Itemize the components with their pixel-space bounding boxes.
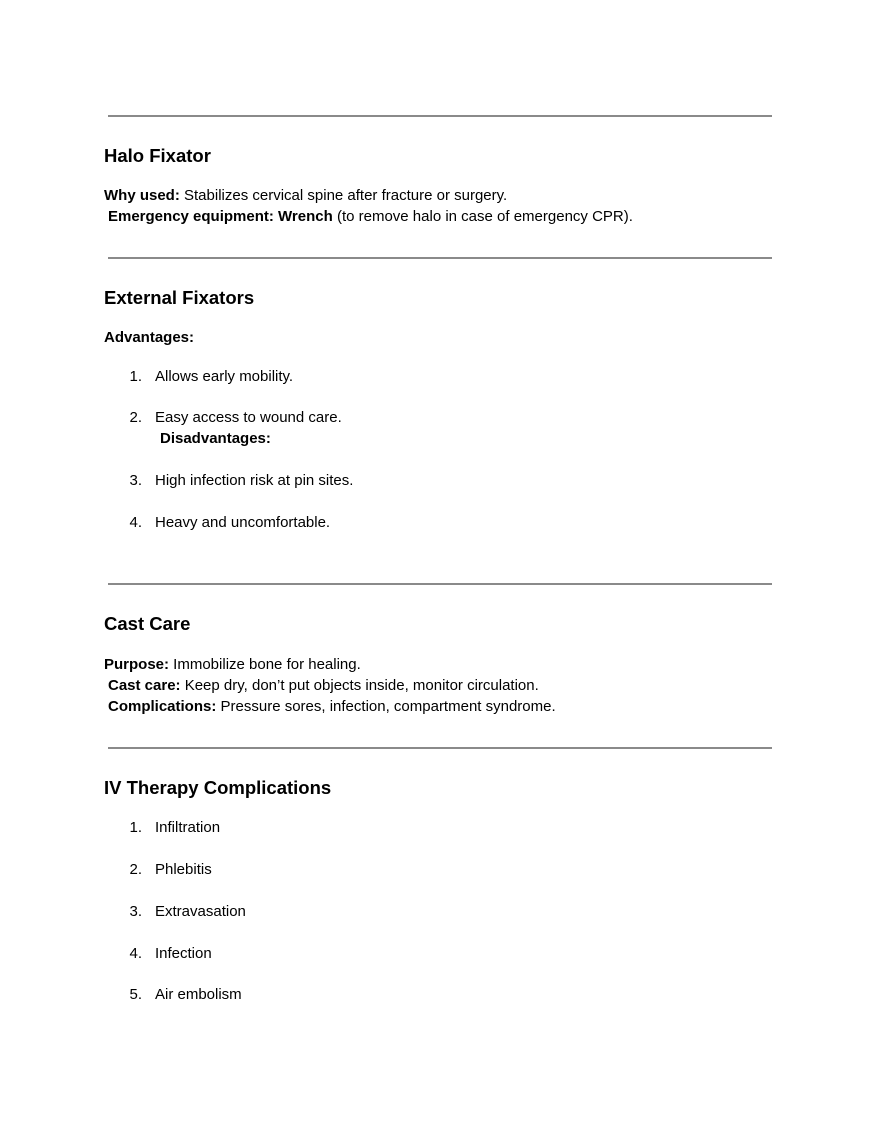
list-number: 3. (129, 472, 142, 489)
list-item: Allows early mobility. (155, 368, 294, 385)
section-divider (108, 747, 772, 749)
purpose-text: Immobilize bone for healing. (169, 656, 361, 673)
list-item: Infection (155, 945, 212, 962)
list-item: Air embolism (155, 986, 242, 1003)
advantages-label: Advantages: (104, 329, 195, 346)
list-number: 1. (129, 368, 142, 385)
disadvantages-label: Disadvantages: (160, 430, 271, 447)
list-item: Infiltration (155, 819, 221, 836)
list-item: High infection risk at pin sites. (155, 472, 354, 489)
halo-emergency-line (108, 207, 633, 227)
list-item: Heavy and uncomfortable. (155, 514, 331, 531)
section-divider (108, 583, 772, 585)
cast-purpose-line (104, 655, 361, 675)
halo-why-used-line (104, 186, 507, 206)
cast-care-line (108, 676, 539, 696)
list-number: 5. (129, 986, 142, 1003)
external-fixators-heading: External Fixators (104, 287, 255, 308)
section-divider (108, 115, 772, 117)
cast-complications-line (108, 697, 556, 717)
emergency-equipment-label: Emergency equipment: Wrench (108, 208, 333, 225)
list-number: 4. (129, 945, 142, 962)
emergency-equipment-text: (to remove halo in case of emergency CPR). (332, 208, 633, 225)
list-number: 1. (129, 819, 142, 836)
list-number: 4. (129, 514, 142, 531)
cast-care-label: Cast care: (108, 677, 181, 694)
purpose-label: Purpose: (104, 656, 170, 673)
complications-text: Pressure sores, infection, compartment syndrome. (216, 698, 556, 715)
section-divider (108, 257, 772, 259)
complications-label: Complications: (108, 698, 217, 715)
list-item: Phlebitis (155, 861, 212, 878)
iv-therapy-heading: IV Therapy Complications (104, 777, 332, 798)
halo-fixator-heading: Halo Fixator (104, 145, 211, 166)
why-used-label: Why used: (104, 187, 180, 204)
list-item: Easy access to wound care. (155, 409, 342, 426)
list-number: 2. (129, 861, 142, 878)
cast-care-heading: Cast Care (104, 613, 191, 634)
list-number: 2. (129, 409, 142, 426)
why-used-text: Stabilizes cervical spine after fracture or surgery. (179, 187, 508, 204)
list-item: Extravasation (155, 903, 246, 920)
cast-care-text: Keep dry, don’t put objects inside, monitor circulation. (180, 677, 539, 694)
list-number: 3. (129, 903, 142, 920)
